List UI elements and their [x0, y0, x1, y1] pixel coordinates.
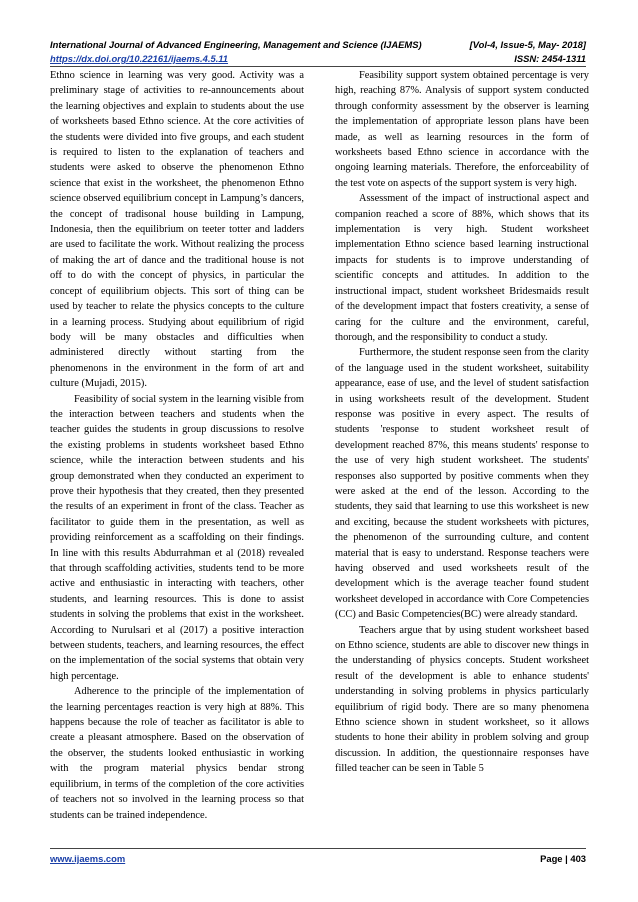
doi-link[interactable]: https://dx.doi.org/10.22161/ijaems.4.5.11	[50, 53, 229, 64]
paragraph: Feasibility of social system in the learning visible from the interaction between teachers and students when the teacher guides the students in group discussions to resolve the existing problems in students worksheet based Ethno science, while the interaction between students and his group demonstrated when they conducted an experiment to prove their hypothesis that they created, then they presented the results of an experiment in front of the class. Teacher as facilitator to guide them in the presentation, as well as providing reinforcement as a scaffolding on their findings. In line with this results Abdurrahman et al (2018) revealed that through scaffolding activities, students tend to be more active and enthusiastic in interacting with teachers, other students, and learning resources. This is done to assist students in solving the problems that exist in the worksheet. According to Nurulsari et al (2017) a positive interaction between students, teachers, and learning resources, the effect on the implementation of the social systems that obtain very high percentage.	[50, 393, 304, 682]
issn: ISSN: 2454-1311	[514, 53, 586, 64]
running-header	[50, 38, 586, 51]
right-column	[335, 68, 589, 777]
paragraph: Ethno science in learning was very good. Activity was a preliminary stage of activities to re-announcements about the learning objectives and explain to students about the use of worksheets based Ethno science. At the core activities of the students were divided into five groups, and each student is required to listen to the explanation of teachers and students were asked to observe the phenomenon Ethno science that exist in the worksheet, the phenomenon Ethno science observed equilibrium concept in Lampung’s dancers, the concept of tradisonal house building in Lampung, Indonesia, then the equilibrium on teeter totter and ladders are used to facilitate the work. Without realizing the process of making the art of dance and the traditional house is not off to do with the concept of physics, in particular the concept of equilibrium objects. This sort of thing can be used by teacher to relate the physics concepts to the culture in a learning process. Studying about equilibrium of rigid body will be many obstacles and difficulties when administered directly without starting from the phenomenons in the environment in the form of art and culture (Mujadi, 2015).	[50, 70, 304, 390]
page-number: Page | 403	[540, 853, 586, 864]
left-column	[50, 68, 304, 823]
paragraph: Assessment of the impact of instructional aspect and companion reached a score of 88%, which shows that its implementation is very high. Student worksheet implementation Ethno science based learning instructional impacts for students is to improve understanding of scientific concepts and attitudes. In addition to the instructional impact, student worksheet Bridesmaids result of the development impact that fosters creativity, a sense of caring for the culture and the environment, careful, thorough, and the responsibility to conduct a study.	[335, 193, 589, 343]
journal-title: International Journal of Advanced Engineering, Management and Science (IJAEMS)	[50, 39, 422, 50]
website-link[interactable]: www.ijaems.com	[50, 853, 126, 864]
paragraph: Adherence to the principle of the implementation of the learning percentages reaction is very high at 88%. This happens because the role of teacher as facilitator is able to create a pleasant atmosphere. Based on the observation of the observer, the students looked enthusiastic in working with the program material physics bendar strong equilibrium, in terms of the completion of the core activities of teachers not so involved in the learning process so that students can be trained independence.	[50, 686, 304, 821]
paragraph: Teachers argue that by using student worksheet based on Ethno science, students are able to discover new things in the understanding of physics concepts. Student worksheet result of the development is able to enhance students' understanding in solving problems in physics particularly equilibrium of rigid body. There are so many phenomena Ethno science shown in student worksheet, so it allows students to hone their ability in problem solving and group discussion. In addition, the questionnaire responses have filled teacher can be seen in Table 5	[335, 624, 589, 775]
footer-divider	[50, 848, 586, 849]
header-divider	[50, 66, 586, 67]
volume-issue: [Vol-4, Issue-5, May- 2018]	[469, 39, 586, 50]
header-identifiers	[50, 52, 586, 65]
paragraph: Furthermore, the student response seen from the clarity of the language used in the student worksheet, suitability appearance, ease of use, and the level of student satisfaction in using worksheets result of the development. Student response was positive in every aspect. The results of students 'response to student worksheet result of development reached 87%, this means students' response to the use of very high student worksheet. The students' responses also supported by positive comments when they were asked at the end of the lesson. According to the students, they said that learning to use this worksheet is new and exciting, because the student worksheets with pictures, the phenomenon of the surrounding culture, and content material that is easy to understand. Response teachers were having observed and used worksheets result of the development which is the average teacher found student worksheet developed in accordance with Core Competencies (CC) and Basic Competencies(BC) were already standard.	[335, 347, 589, 621]
page-footer	[50, 852, 586, 865]
paragraph: Feasibility support system obtained percentage is very high, reaching 87%. Analysis of support system conducted through conformity assessment by the observer is learning the implementation of appropriate lesson plans have been made, as well as learning resources in the form of worksheets based Ethno science in accordance with the ongoing learning materials. Therefore, the enforceability of the test vote on aspects of the support system is very high.	[335, 70, 589, 189]
